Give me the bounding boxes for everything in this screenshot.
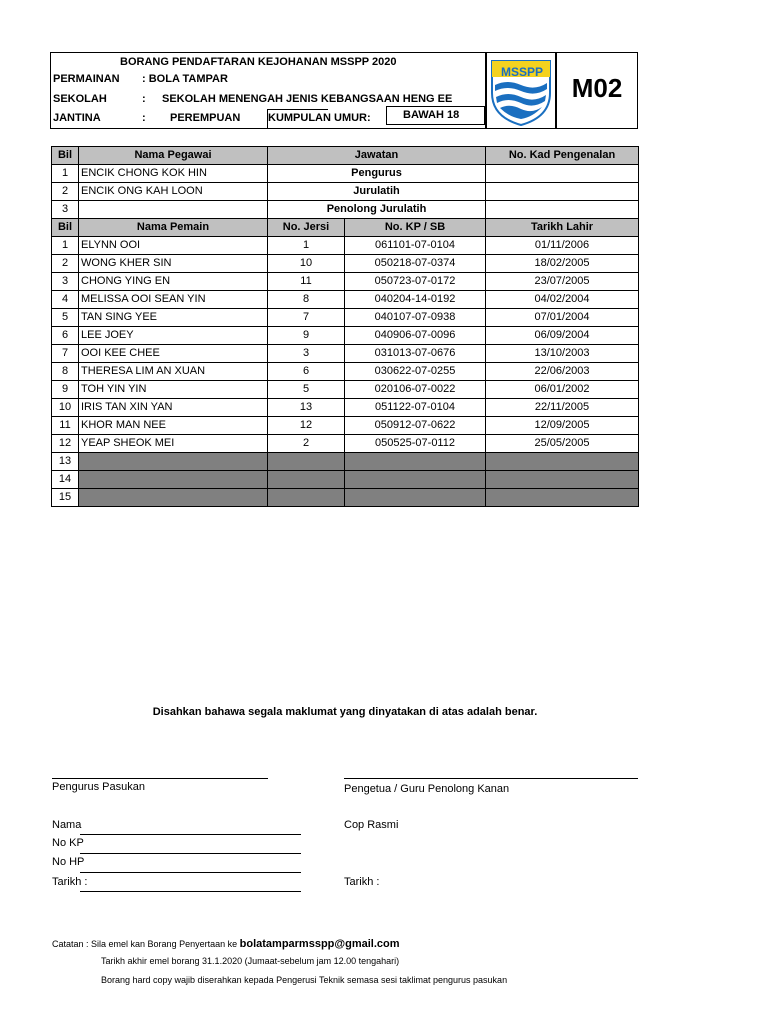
- no-kp-line: [80, 853, 301, 854]
- player-bil: 8: [52, 363, 79, 381]
- player-row: [52, 273, 639, 291]
- player-dob: 25/05/2005: [486, 435, 639, 453]
- sekolah-value: SEKOLAH MENENGAH JENIS KEBANGSAAN HENG EE: [162, 93, 453, 105]
- pengurus-pasukan-label: Pengurus Pasukan: [52, 781, 145, 793]
- player-kp: [345, 453, 486, 471]
- kumpulan-label: KUMPULAN UMUR:: [268, 112, 371, 124]
- player-kp: [345, 489, 486, 507]
- player-jersey: 9: [268, 327, 345, 345]
- official-role: Penolong Jurulatih: [268, 201, 486, 219]
- kumpulan-value: BAWAH 18: [403, 109, 460, 121]
- jantina-colon: :: [142, 112, 146, 124]
- player-bil: 5: [52, 309, 79, 327]
- player-bil: 15: [52, 489, 79, 507]
- no-kp-label: No KP: [52, 837, 84, 849]
- player-kp: 040107-07-0938: [345, 309, 486, 327]
- player-kp: 050912-07-0622: [345, 417, 486, 435]
- tarikh-left-line: [80, 891, 301, 892]
- player-bil: 7: [52, 345, 79, 363]
- player-kp: 061101-07-0104: [345, 237, 486, 255]
- form-code-cell: [556, 52, 638, 129]
- col-header: Nama Pemain: [79, 219, 268, 237]
- player-name: OOI KEE CHEE: [79, 345, 268, 363]
- officials-header-row: [52, 147, 639, 165]
- note-line-2: Tarikh akhir emel borang 31.1.2020 (Jumaat-sebelum jam 12.00 tengahari): [101, 956, 400, 966]
- official-row: [52, 201, 639, 219]
- player-dob: 23/07/2005: [486, 273, 639, 291]
- player-row: [52, 309, 639, 327]
- player-kp: 030622-07-0255: [345, 363, 486, 381]
- player-name: IRIS TAN XIN YAN: [79, 399, 268, 417]
- player-kp: [345, 471, 486, 489]
- logo-text: MSSPP: [500, 65, 543, 79]
- jantina-label: JANTINA: [53, 112, 101, 124]
- form-title: BORANG PENDAFTARAN KEJOHANAN MSSPP 2020: [120, 56, 397, 68]
- player-row: [52, 363, 639, 381]
- note-prefix: Catatan : Sila emel kan Borang Penyertaan ke: [52, 939, 238, 949]
- player-jersey: 8: [268, 291, 345, 309]
- sekolah-label: SEKOLAH: [53, 93, 107, 105]
- player-dob: 06/09/2004: [486, 327, 639, 345]
- official-bil: 3: [52, 201, 79, 219]
- player-dob: 18/02/2005: [486, 255, 639, 273]
- player-jersey: 1: [268, 237, 345, 255]
- note-line-1: [52, 938, 400, 950]
- official-bil: 1: [52, 165, 79, 183]
- col-header: No. Jersi: [268, 219, 345, 237]
- player-kp: 040906-07-0096: [345, 327, 486, 345]
- player-dob: 07/01/2004: [486, 309, 639, 327]
- player-kp: 040204-14-0192: [345, 291, 486, 309]
- player-bil: 11: [52, 417, 79, 435]
- player-jersey: [268, 489, 345, 507]
- player-jersey: 13: [268, 399, 345, 417]
- player-kp: 051122-07-0104: [345, 399, 486, 417]
- official-ic: [486, 183, 639, 201]
- player-dob: 13/10/2003: [486, 345, 639, 363]
- player-bil: 12: [52, 435, 79, 453]
- col-header: Jawatan: [268, 147, 486, 165]
- player-row: [52, 237, 639, 255]
- player-row: [52, 327, 639, 345]
- note-line-3: Borang hard copy wajib diserahkan kepada Pengerusi Teknik semasa sesi taklimat pengurus pasukan: [101, 975, 508, 985]
- player-name: TOH YIN YIN: [79, 381, 268, 399]
- col-header: No. KP / SB: [345, 219, 486, 237]
- official-row: [52, 165, 639, 183]
- logo-cell: [486, 52, 556, 129]
- official-role: Jurulatih: [268, 183, 486, 201]
- pengetua-label: Pengetua / Guru Penolong Kanan: [344, 783, 510, 795]
- player-row: [52, 381, 639, 399]
- official-name: [79, 201, 268, 219]
- no-hp-label: No HP: [52, 856, 85, 868]
- player-name: ELYNN OOI: [79, 237, 268, 255]
- player-bil: 2: [52, 255, 79, 273]
- official-row: [52, 183, 639, 201]
- col-header: Bil: [52, 147, 79, 165]
- declaration-text: Disahkan bahawa segala maklumat yang dinyatakan di atas adalah benar.: [152, 706, 538, 718]
- registration-table: [51, 146, 639, 507]
- player-jersey: [268, 453, 345, 471]
- note-email: bolatamparmsspp@gmail.com: [239, 938, 400, 950]
- player-row: [52, 255, 639, 273]
- official-name: ENCIK CHONG KOK HIN: [79, 165, 268, 183]
- player-jersey: 10: [268, 255, 345, 273]
- player-name: TAN SING YEE: [79, 309, 268, 327]
- cop-rasmi-label: Cop Rasmi: [344, 819, 399, 831]
- player-row: [52, 399, 639, 417]
- player-jersey: 7: [268, 309, 345, 327]
- official-bil: 2: [52, 183, 79, 201]
- player-dob: 01/11/2006: [486, 237, 639, 255]
- tarikh-right-label: Tarikh :: [344, 876, 380, 888]
- player-jersey: 2: [268, 435, 345, 453]
- official-ic: [486, 201, 639, 219]
- player-name: KHOR MAN NEE: [79, 417, 268, 435]
- player-bil: 3: [52, 273, 79, 291]
- permainan-label: PERMAINAN: [53, 73, 120, 85]
- player-row: [52, 417, 639, 435]
- tarikh-left-label: Tarikh :: [52, 876, 88, 888]
- player-row: [52, 291, 639, 309]
- permainan-value: : BOLA TAMPAR: [142, 73, 228, 85]
- player-bil: 1: [52, 237, 79, 255]
- players-header-row: [52, 219, 639, 237]
- player-name: [79, 453, 268, 471]
- player-kp: 031013-07-0676: [345, 345, 486, 363]
- nama-line: [80, 834, 301, 835]
- signature-line-left: [52, 778, 268, 779]
- player-row: [52, 471, 639, 489]
- player-kp: 050723-07-0172: [345, 273, 486, 291]
- player-jersey: 12: [268, 417, 345, 435]
- player-name: YEAP SHEOK MEI: [79, 435, 268, 453]
- player-jersey: 5: [268, 381, 345, 399]
- player-row: [52, 435, 639, 453]
- jantina-value: PEREMPUAN: [170, 112, 241, 124]
- player-bil: 13: [52, 453, 79, 471]
- player-bil: 4: [52, 291, 79, 309]
- player-jersey: 11: [268, 273, 345, 291]
- player-name: [79, 471, 268, 489]
- form-code: M02: [571, 73, 623, 103]
- col-header: Tarikh Lahir: [486, 219, 639, 237]
- col-header: No. Kad Pengenalan: [486, 147, 639, 165]
- player-row: [52, 489, 639, 507]
- player-dob: [486, 453, 639, 471]
- player-name: WONG KHER SIN: [79, 255, 268, 273]
- player-name: MELISSA OOI SEAN YIN: [79, 291, 268, 309]
- sekolah-colon: :: [142, 93, 146, 105]
- official-name: ENCIK ONG KAH LOON: [79, 183, 268, 201]
- player-jersey: 6: [268, 363, 345, 381]
- player-dob: 04/02/2004: [486, 291, 639, 309]
- player-dob: 22/06/2003: [486, 363, 639, 381]
- player-kp: 050525-07-0112: [345, 435, 486, 453]
- player-bil: 14: [52, 471, 79, 489]
- player-jersey: [268, 471, 345, 489]
- player-row: [52, 345, 639, 363]
- player-name: THERESA LIM AN XUAN: [79, 363, 268, 381]
- player-kp: 050218-07-0374: [345, 255, 486, 273]
- col-header: Nama Pegawai: [79, 147, 268, 165]
- player-dob: 06/01/2002: [486, 381, 639, 399]
- no-hp-line: [80, 872, 301, 873]
- player-dob: [486, 471, 639, 489]
- player-bil: 9: [52, 381, 79, 399]
- player-row: [52, 453, 639, 471]
- official-ic: [486, 165, 639, 183]
- player-name: LEE JOEY: [79, 327, 268, 345]
- col-header: Bil: [52, 219, 79, 237]
- nama-label: Nama: [52, 819, 82, 831]
- player-dob: 22/11/2005: [486, 399, 639, 417]
- player-name: CHONG YING EN: [79, 273, 268, 291]
- player-jersey: 3: [268, 345, 345, 363]
- player-bil: 10: [52, 399, 79, 417]
- player-bil: 6: [52, 327, 79, 345]
- player-kp: 020106-07-0022: [345, 381, 486, 399]
- player-dob: [486, 489, 639, 507]
- signature-line-right: [344, 778, 638, 779]
- player-dob: 12/09/2005: [486, 417, 639, 435]
- official-role: Pengurus: [268, 165, 486, 183]
- player-name: [79, 489, 268, 507]
